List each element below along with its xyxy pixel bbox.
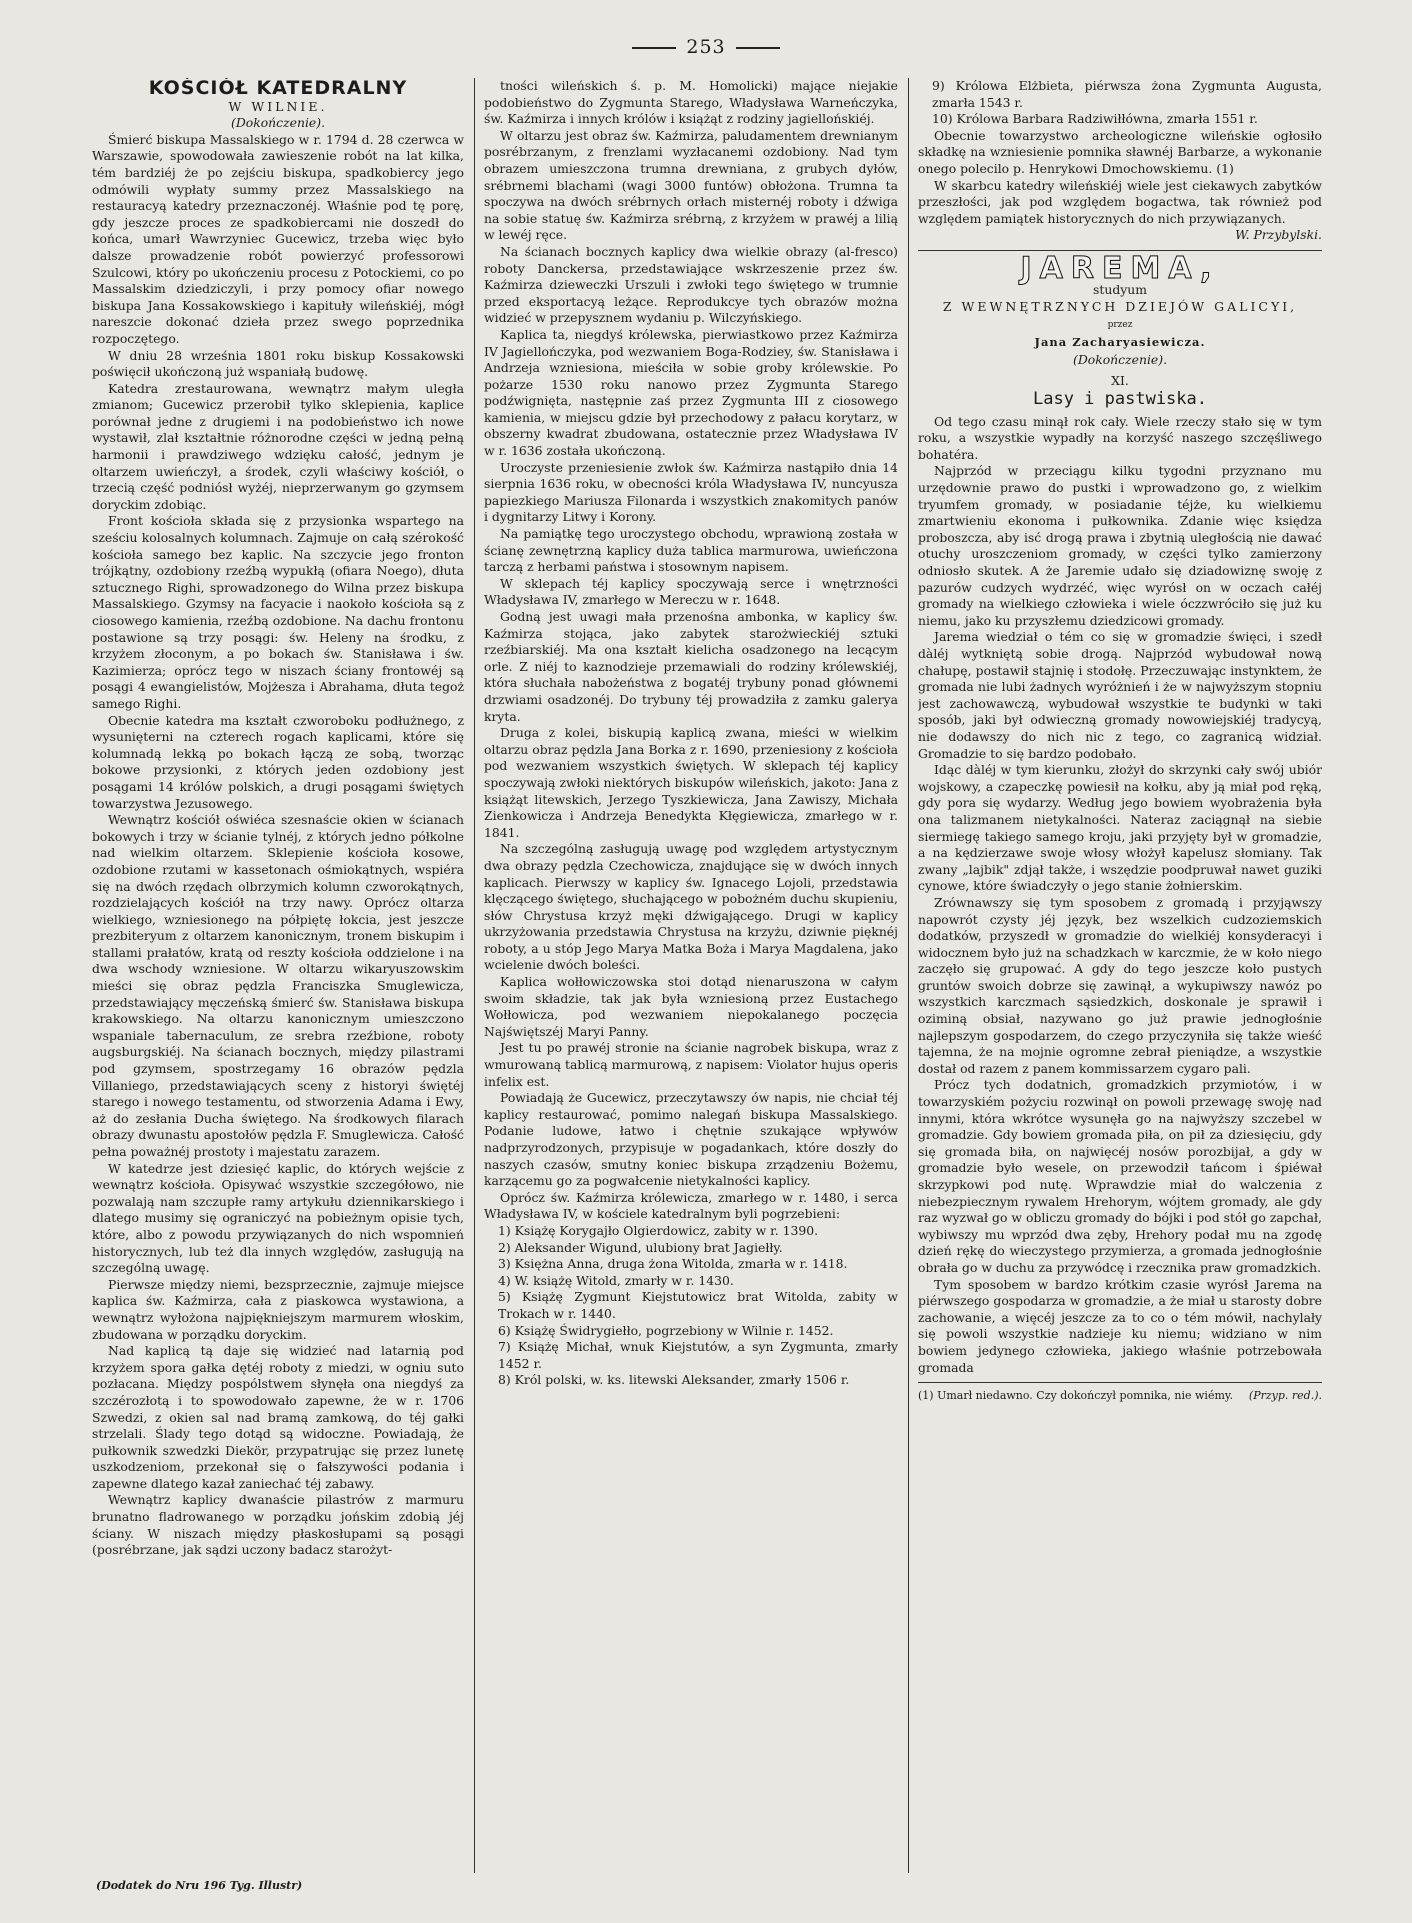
list-item: 2) Aleksander Wigund, ulubiony brat Jagiełły. xyxy=(498,1239,783,1255)
story-subtitle: studyum xyxy=(1093,281,1147,297)
article-title: KOŚCIÓŁ KATEDRALNY xyxy=(148,78,408,99)
paragraph: Kaplica wołłowiczowska stoi dotąd nienaruszona w całym swoim składzie, tak jak była wzniesioną przez Eustachego Wołłowicza, pod wezwaniem niepokalanego poczęcia Najświętszéj Maryi Panny. xyxy=(484,974,898,1039)
paragraph: Godną jest uwagi mała przenośna ambonka, w kaplicy św. Kaźmirza stojąca, jako zabytek starożwieckiéj sztuki rzeźbiarskiéj. Ma ona kształt kielicha osadzonego na lecącym orle. Z niéj to kaznodzieje przemawiali do rodziny królewskiéj, która słuchała nabożeństwa z bogatéj trybuny ponad głównemi drzwiami osadzonéj. Do trybuny téj prowadziła z zamku galerya kryta. xyxy=(484,609,898,724)
story-author: Jana Zacharyasiewicza. xyxy=(1034,335,1206,350)
list-item: 4) W. książę Witold, zmarły w r. 1430. xyxy=(498,1272,734,1288)
list-item: 9) Królowa Elżbieta, piérwsza żona Zygmunta Augusta, zmarła 1543 r. xyxy=(932,78,1322,110)
paragraph: Kaplica ta, niegdyś królewska, pierwiastkowo przez Kaźmirza IV Jagiellończyka, pod wezwaniem Boga-Rodziey, św. Stanisława i Andrzeja wzniesiona, mieściła w sobie groby królewskie. Po pożarze 1530 roku nanowo przez Zygmunta Starego podźwignięta, następnie zaś przez Zygmunta III z ciosowego kamienia, w miejscu gdzie był przechodowy z pałacu korytarz, w obszerny kwadrat zbudowana, ostatecznie przez Władysława IV w r. 1636 została ukończoną. xyxy=(484,326,898,459)
paragraph: Uroczyste przeniesienie zwłok św. Kaźmirza nastąpiło dnia 14 sierpnia 1636 roku, w obecności króla Władysława IV, nuncyusza papiezkiego Mariusza Filonarda i wszystkich znakomitych panów i dygnitarzy Litwy i Korony. xyxy=(484,459,898,525)
paragraph: Idąc dàléj w tym kierunku, złożył do skrzynki cały swój ubiór wojskowy, a czapeczkę powiesił na kołku, aby ją miał pod ręką, gdy pora się wydarzy. Według jego bowiem wyobrażenia była ona talizmanem nietykalności. Nateraz zaciągnął na siebie siermiegę takiego samego kroju, jaki przyjęty był w gromadzie, a na kędzierzawe swoje włosy włożył kapelusz słomiany. Tak zwany „lajbik" zdjął także, i wszędzie poodpruwał nawet guziki cynowe, które świadczyły o jego stanie żołnierskim. xyxy=(918,762,1322,894)
paragraph: Na szczególną zasługują uwagę pod względem artystycznym dwa obrazy pędzla Czechowicza, znajdujące się w dwóch innych kaplicach. Pierwszy w kaplicy św. Ignacego Lojoli, przedstawia klęczącego świętego, słuchającego w pobożném duchu skupieniu, słów Chrystusa krzyż męki dźwigającego. Drugi w kaplicy ukrzyżowania przedstawia Chrystusa na krzyżu, dziwnie pięknéj roboty, a u stóp Jego Marya Matka Boża i Marya Magdalena, jako wcielenie dwóch boleści. xyxy=(484,841,898,973)
paragraph: Katedra zrestaurowana, wewnątrz małym uległa zmianom; Gucewicz przerobił tylko sklepienia, kaplice porównał jedne z drugiemi i na podobieństwo ich nowe wystawił, zlał kształtnie różnorodne części w jedną pełną harmonii i prawdziwego wdzięku całość, jednym je oltarzem uwieńczył, a środek, czyli właściwy kościół, o trzecią część podniósł wyżéj, nieprzerwanym go gzymsem doryckim zdobiąc. xyxy=(92,380,464,512)
paragraph: Obecnie towarzystwo archeologiczne wileńskie ogłosiło składkę na wzniesienie pomnika sławnéj Barbarze, a wykonanie onego polecilo p. Henrykowi Dmochowskiemu. (1) xyxy=(918,127,1322,176)
story-title: JAREMA, xyxy=(1020,250,1220,286)
paragraph: Na pamiątkę tego uroczystego obchodu, wprawioną została w ścianę zewnętrzną kaplicy duża tablica marmurowa, uwieńczona tarczą z herbami państwa i stosownym napisem. xyxy=(484,526,898,575)
paragraph: Nad kaplicą tą daje się widzieć nad latarnią pod krzyżem spora gałka dętéj roboty z miedzi, w ogniu suto pozłacana. Między pospólstwem słynęła ona niegdyś za szczérozłotą i to spowodowało zapewne, że w r. 1706 Szwedzi, z okien sal nad bramą zamkową, do téj gałki strzelali. Ślady tego dotąd są widoczne. Powiadają, że pułkownik szwedzki Diekör, przypatrując się przez lunetę uszkodzeniom, przekonał się o fałszywości podania i zapewne dlatego kazał zaniechać téj zabawy. xyxy=(92,1343,464,1491)
section-title: Lasy i pastwiska. xyxy=(1033,389,1207,410)
story-subtitle-2: Z WEWNĘTRZNYCH DZIEJÓW GALICYI, xyxy=(942,299,1298,315)
column-divider xyxy=(908,78,909,1873)
paragraph: Front kościoła składa się z przysionka wspartego na sześciu kolosalnych kolumnach. Zajmuje on całą szérokość kościoła samego bez kaplic. Na szczycie jego fronton trójkątny, ozdobiony rzeźbą wypukłą (ofiara Noego), dłuta sztucznego Righi, sprowadzonego do Wilna przez biskupa Massalskiego. Gzymsy na facyacie i naokoło kościoła są z ciosowego kamienia, rzeźbą ozdobione. Na dachu frontonu postawione są trzy posągi: św. Heleny na środku, z krzyżem złoconym, a po bokach św. Stanisława i św. Kazimierza; oprócz tego w niszach ściany frontowéj są posągi 4 ewangielistów, Mojżesza i Abrahama, dłuta tegoż samego Righi. xyxy=(92,513,464,711)
paragraph: Od tego czasu minął rok cały. Wiele rzeczy stało się w tym roku, a wszystkie wypadły na korzyść naszego szczęśliwego bohatéra. xyxy=(918,413,1322,462)
paragraph: Obecnie katedra ma kształt czworoboku podłużnego, z wysunięterni na czterech rogach kaplicami, które się kolumnadą lekką po bokach łączą ze sobą, tworząc bokowe przysionki, z których jeden ozdobiony jest posągami 14 królów polskich, a drugi posągami świętych towarzystwa Jezusowego. xyxy=(92,712,464,811)
paragraph: Jarema wiedział o tém co się w gromadzie święci, i szedł dàléj wytkniętą sobie drogą. Najprzód wybudował nową chałupę, postawił stajnię i stodołę. Przeczuwając instynktem, że gromada nie lubi żadnych wyróżnień i że w najwyższym stopniu jest zachowawczą, wybudował wszystkie te budynki w taki sposób, jaki był odwieczną gromady nowowiejskiéj tradycyą, nie dodawszy do nich nic z tego, co zagranicą widział. Gromadzie to się bardzo podobało. xyxy=(918,629,1322,761)
article-subtitle: W WILNIE. xyxy=(228,98,328,114)
story-note: (Dokończenie). xyxy=(1072,351,1168,367)
paragraph: W oltarzu jest obraz św. Kaźmirza, paludamentem drewnianym posrébrzanym, z frenzlami wyzłacanemi ozdobiony. Nad tym obrazem umieszczona trumna drewniana, z grubych dyłów, srébrnemi blachami (wagi 3000 funtów) obłożona. Trumna ta spoczywa na dwóch srébrnych orłach misternéj roboty i dźwiga na sobie statuę św. Kaźmirza srébrną, z krzyżem w prawéj a lilią w lewéj ręce. xyxy=(484,127,898,243)
footnote-divider xyxy=(918,1382,1322,1383)
paragraph: Prócz tych dodatnich, gromadzkich przymiotów, i w towarzyskiém pożyciu rozwinął on powoli przewagę swoję nad innymi, która wkrótce wysunęła go na najwyższy szczebel w gromadzie. Gdy bowiem gromada piła, on pił za dziesięciu, gdy się gromada biła, on najwięcéj nosów porozbijał, a gdy w gromadzie było wesele, on przewodził tańcom i śpiéwał skrzypkowi pod nutę. Wprawdzie miał do walczenia z niebezpiecznym rywalem Hrehorym, wójtem gromady, ale gdy raz wyzwał go w obliczu gromady do bójki i pod stół go zapchał, wybiwszy mu wprzód dwa zęby, Hrehory podał mu na zgodę dzień rękę do wieczystego przymierza, a gromada jednogłośnie obrała go w duchu za przywódcę i rzecznika praw gromadzkich. xyxy=(918,1077,1322,1275)
column-divider xyxy=(474,78,475,1873)
paragraph: Druga z kolei, biskupią kaplicą zwana, mieści w wielkim oltarzu obraz pędzla Jana Borka z r. 1690, przeniesiony z kościoła pod wezwaniem wszystkich świętych. W sklepach téj kaplicy spoczywają zwłoki niektórych biskupów wileńskich, jakoto: Jana z książąt litewskich, Jerzego Tyszkiewicza, Jana Zawiszy, Michała Zienkowicza i Andrzeja Benedykta Kłęgiewicza, zmarłego w r. 1841. xyxy=(484,725,898,840)
paragraph: W sklepach téj kaplicy spoczywają serce i wnętrzności Władysława IV, zmarłego w Mereczu w r. 1648. xyxy=(484,575,898,608)
list-item: 10) Królowa Barbara Radziwiłłówna, zmarła 1551 r. xyxy=(932,111,1258,127)
supplement-note: (Dodatek do Nru 196 Tyg. Illustr) xyxy=(96,1879,303,1892)
list-item: 5) Książę Zygmunt Kiejstutowicz brat Witolda, zabity w Trokach w r. 1440. xyxy=(498,1289,898,1321)
article-note: (Dokończenie). xyxy=(230,115,326,131)
paragraph: W katedrze jest dziesięć kaplic, do których wejście z wewnątrz kościoła. Opisywać wszystkie szczegółowo, nie pozwalają nam szczupłe ramy artykułu dziennikarskiego i dlatego musimy się ograniczyć na pobieżnym opisie tych, które, albo z powodu przywiązanych do nich wspomnień historycznych, lub też dla innych względów, zasługują na szczególną uwagę. xyxy=(92,1160,464,1276)
paragraph: Na ścianach bocznych kaplicy dwa wielkie obrazy (al-fresco) roboty Danckersa, przedstawiające wskrzeszenie przez św. Kaźmirza dzieweczki Urszuli i zwłoki tego świętego w trumnie przed eksportacyą leżące. Reprodukcye tych obrazów można widzieć w przepysznem wydaniu p. Wilczyńskiego. xyxy=(484,243,898,326)
list-item: 1) Książę Korygajło Olgierdowicz, zabity w r. 1390. xyxy=(498,1222,819,1238)
list-item: 6) Książę Świdrygiełło, pogrzebiony w Wilnie r. 1452. xyxy=(498,1322,834,1338)
paragraph: Wewnątrz kaplicy dwanaście pilastrów z marmuru brunatno fladrowanego w porządku jońskim zdobią jéj ściany. W niszach między płaskosłupami są posągi (posrébrzane, jak sądzi uczony badacz starożyt- xyxy=(92,1492,464,1558)
column-1 xyxy=(92,78,464,1871)
paragraph: Wewnątrz kościół oświéca szesnaście okien w ścianach bokowych i trzy w ścianie tylnéj, z których jedno półkolne nad wielkim oltarzem. Sklepienie kościoła kosowe, ozdobione rzutami w kassetonach ośmiokątnych, wspiéra się na dwóch rzędach olbrzymich kolumn czworokątnych, rozdzielających kościół na trzy nawy. Oprócz oltarza wielkiego, wzniesionego na półpiętę łokcia, jest jeszcze prezbiteryum z oltarzem kanonicznym, tronem biskupim i stallami prałatów, kratą od reszty kościoła oddzielone i na dwa wschody wzniesione. W oltarzu wikaryuszowskim mieści się obraz pędzla Franciszka Smuglewicza, przedstawiający męczeńską śmierć św. Stanisława biskupa krakowskiego. Na oltarzu kanonicznym umieszczono wspaniale tabernaculum, ze srebra rzeźbione, roboty augsburgskiéj. Na ścianach bocznych, między pilastrami pod gzymsem, spostrzegamy 16 obrazów pędzla Villaniego, przedstawiających sceny z historyi świętéj starego i nowego testamentu, od stworzenia Adama i Ewy, aż do zesłania Ducha świętego. Na środkowych filarach obrazy dwunastu apostołów pędzla F. Smuglewicza. Całość pełna poważnéj prostoty i majestatu zarazem. xyxy=(92,812,464,1159)
column-2 xyxy=(484,78,898,1871)
column-3 xyxy=(918,78,1322,1871)
section-number: XI. xyxy=(1111,372,1129,388)
footnote: (1) Umarł niedawno. Czy dokończył pomnika, nie wiémy. (Przyp. red.). xyxy=(918,1389,1322,1403)
paragraph: Tym sposobem w bardzo krótkim czasie wyrósł Jarema na piérwszego gospodarza w gromadzie, a że miał u starosty dobre zachowanie, a więcéj jeszcze za to co o tém mówił, nachylały się powoli wszystkie nadzieje ku niemu; widziano w nim bowiem jedynego człowieka, jakiego właśnie potrzebowała gromada xyxy=(918,1276,1322,1375)
paragraph: Jest tu po prawéj stronie na ścianie nagrobek biskupa, wraz z wmurowaną tablicą marmurową, z napisem: Violator hujus operis infelix est. xyxy=(484,1040,898,1089)
list-item: 3) Księżna Anna, druga żona Witolda, zmarła w r. 1418. xyxy=(498,1256,848,1272)
author-signature: W. Przybylski. xyxy=(1235,227,1322,243)
paragraph: Śmierć biskupa Massalskiego w r. 1794 d. 28 czerwca w Warszawie, spowodowała zawieszenie robót na lat kilka, tém bardziéj że po zejściu biskupa, spadkobiercy jego odmówili wypłaty summy przez Massalskiego na restauracyą katedry przeznaczonéj. Właśnie pod tę porę, gdy jeszcze proces ze spadkobiercami nie doszedł do końca, umarł Wawrzyniec Gucewicz, trzeba więc było dalsze prowadzenie robót powierzyć professorowi Szulcowi, który po ukończeniu procesu z Potockiemi, co po Massalskim dziedziczyli, i przy pomocy ofiar nowego biskupa Jana Kossakowskiego i kapituły wileńskiéj, mógł nareszcie dokonać dzieła przez swego poprzednika rozpoczętego. xyxy=(92,131,464,346)
paragraph: Powiadają że Gucewicz, przeczytawszy ów napis, nie chciał téj kaplicy restaurować, pomimo nalegań biskupa Massalskiego. Podanie ludowe, łatwo i chętnie szukające wpływów nadprzyrodzonych, przypisuje w pogadankach, które doszły do naszych czasów, smutny koniec biskupa zrządzeniu Bożemu, karzącemu go za pogwałcenie nietykalności kaplicy. xyxy=(484,1090,898,1189)
paragraph: Pierwsze między niemi, bezsprzecznie, zajmuje miejsce kaplica św. Kaźmirza, cała z piaskowca wystawiona, a wewnątrz wyłożona najpiękniejszym marmurem włoskim, zbudowana w porządku doryckim. xyxy=(92,1276,464,1342)
paragraph: tności wileńskich ś. p. M. Homolicki) mające niejakie podobieństwo do Zygmunta Starego, Władysława Warneńczyka, św. Kaźmirza i innych królów i książąt z rodziny jagiellońskiéj. xyxy=(484,78,898,127)
list-item: 8) Król polski, w. ks. litewski Aleksander, zmarły 1506 r. xyxy=(498,1372,850,1388)
paragraph: W skarbcu katedry wileńskiéj wiele jest ciekawych zabytków przeszłości, jak pod względem bogactwa, tak również pod względem pamiątek historycznych do nich przywiązanych. xyxy=(918,177,1322,226)
story-by: przez xyxy=(1107,319,1133,330)
list-item: 7) Książę Michał, wnuk Kiejstutów, a syn Zygmunta, zmarły 1452 r. xyxy=(498,1339,898,1371)
paragraph: Zrównawszy się tym sposobem z gromadą i przyjąwszy napowrót czysty jéj język, bez wszelkich cudzoziemskich dodatków, przyszedł w gromadzie do wielkiéj konsyderacyi i widocznem było już na schadzkach w karczmie, że w koło niego zaczęło się grupować. A gdy do tego jeszcze koło pustych gruntów swoich dobrze się zawinął, a wykupiwszy nawóz po wszystkich karczmach sąsiedzkich, doskonale je sprawił i oziminą obsiał, nazywano go już prawie jednogłośnie najlepszym gospodarzem, do czego przyczyniła się także wieść tajemna, że na mojnie ogromne zebrał pieniądze, a wszystkie dostał od razem z panem kommissarzem cygaro pali. xyxy=(918,894,1322,1076)
paragraph: Najprzód w przeciągu kilku tygodni przyznano mu urzędownie prawo do pustki i wprowadzono go, z wielkim tryumfem gromady, w posiadanie téjże, ku wielkiemu zmartwieniu ekonoma i pułkownika. Zdanie więc księdza proboszcza, aby isć drogą prawa i zbytnią uległością nie dawać otuchy uroszczeniom gromady, w części tylko zamierzony odniosło skutek. A że Jaremie udało się dziadowiznę swoję z pazurów cudzych wydrzéć, więc wyrósł on w oczach całéj gromady na wielkiego człowieka i wiele óczzwróciło się już ku niemu, jako ku przyszłemu dziedzicowi gromady. xyxy=(918,463,1322,628)
paragraph: W dniu 28 września 1801 roku biskup Kossakowski poświęcił ukończoną już wspaniałą budowę. xyxy=(92,347,464,380)
paragraph: Oprócz św. Kaźmirza królewicza, zmarłego w r. 1480, i serca Władysława IV, w kościele katedralnym byli pogrzebieni: xyxy=(484,1189,898,1222)
page-number: 253 xyxy=(0,36,1412,58)
